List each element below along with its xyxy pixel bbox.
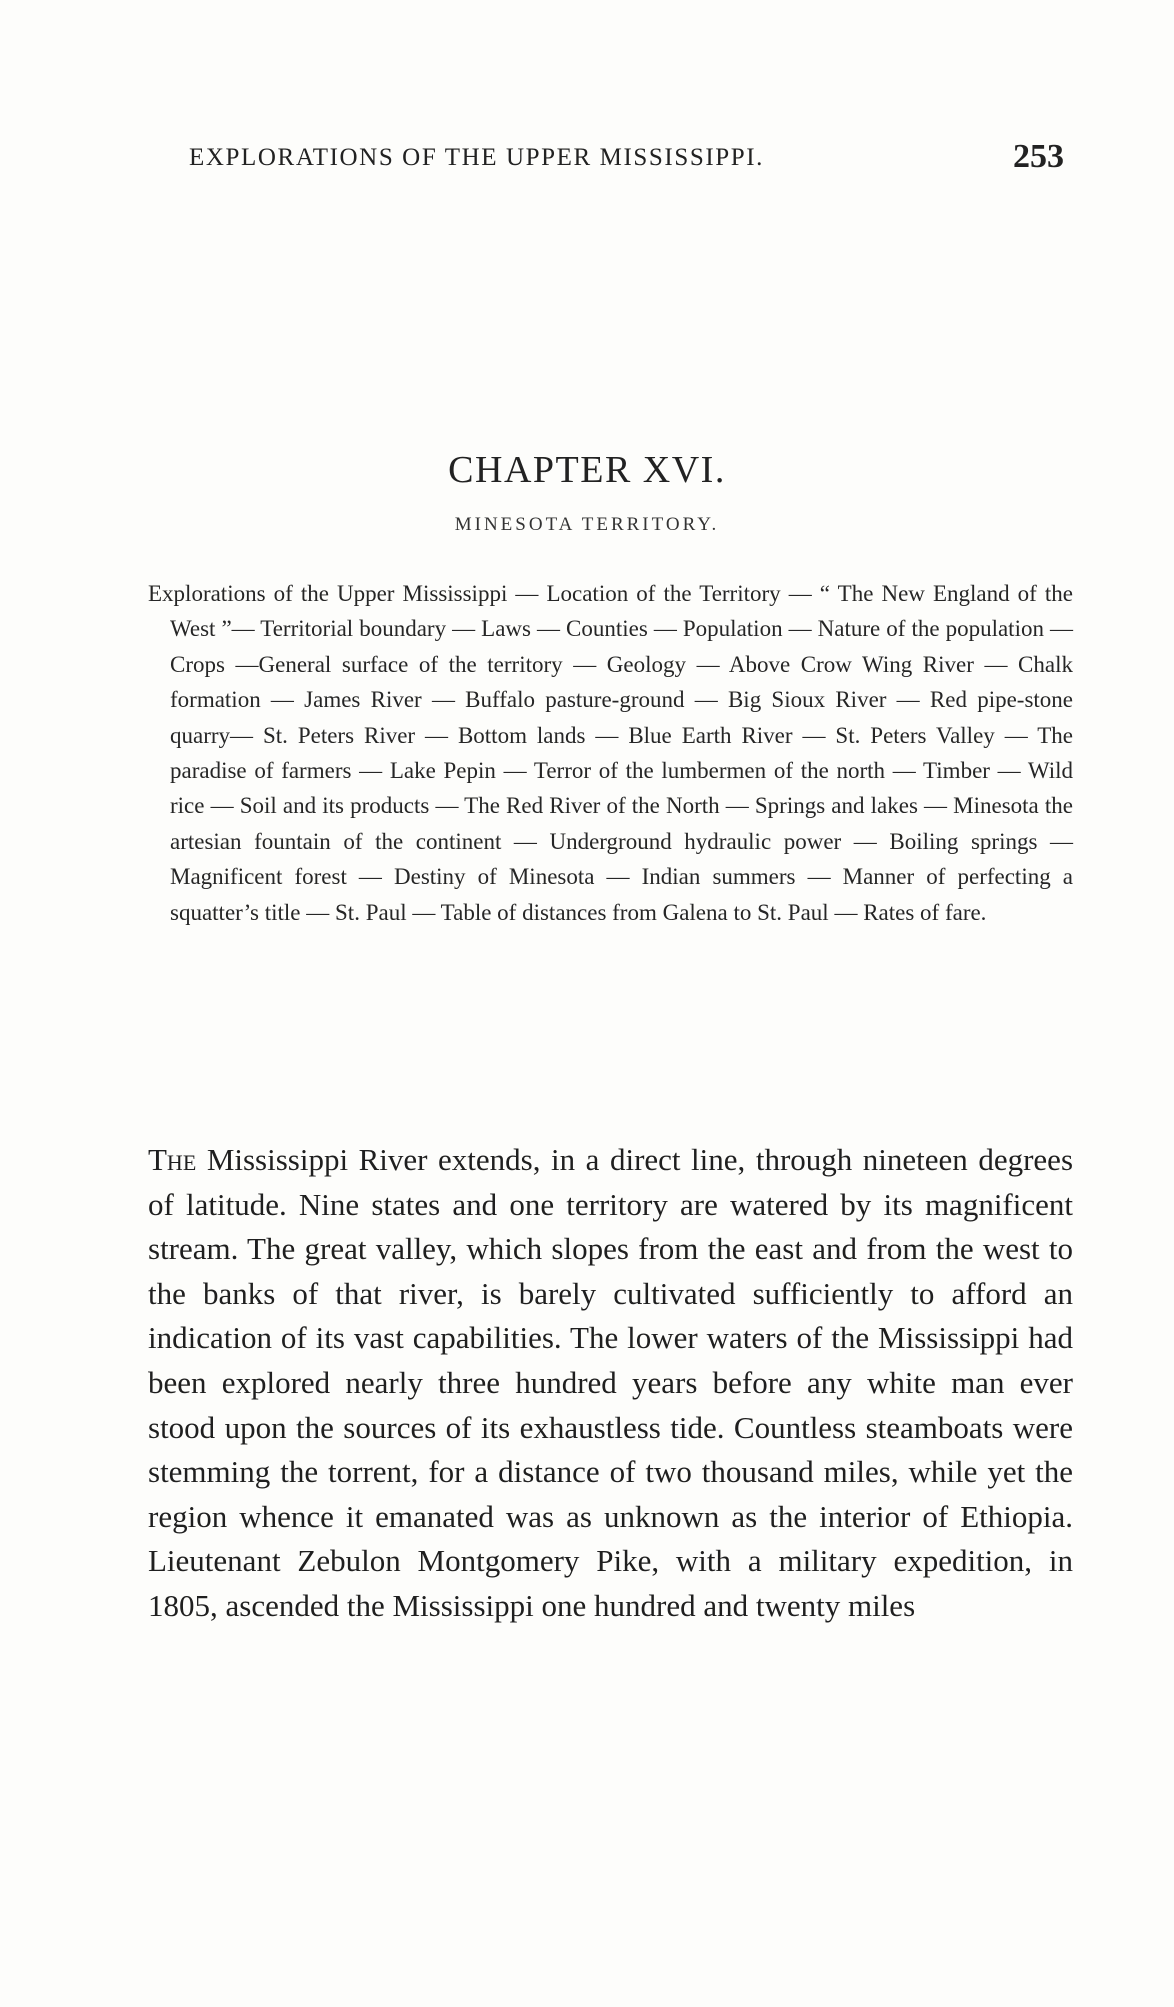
running-head [189, 134, 1069, 184]
chapter-synopsis: Explorations of the Upper Mississippi — Location of the Territory — “ The New England of the West ”— Territorial boundary — Laws — Counties — Population — Nature of the population — Crops —General surface of the territory — Geology — Above Crow Wing River — Chalk formation — James River — Buffalo pasture-ground — Big Sioux River — Red pipe-stone quarry— St. Peters River — Bottom lands — Blue Earth River — St. Peters Valley — The paradise of farmers — Lake Pepin — Terror of the lumbermen of the north — Timber — Wild rice — Soil and its products — The Red River of the North — Springs and lakes — Minesota the artesian fountain of the continent — Underground hydraulic power — Boiling springs — Magnificent forest — Destiny of Minesota — Indian summers — Manner of perfecting a squatter’s title — St. Paul — Table of distances from Galena to St. Paul — Rates of fare. [148, 581, 1073, 925]
body-paragraph [148, 1138, 1073, 1629]
chapter-title: CHAPTER XVI. [448, 449, 726, 491]
page-number: 253 [1013, 138, 1064, 175]
running-title: EXPLORATIONS OF THE UPPER MISSISSIPPI. [189, 144, 765, 171]
paragraph-text: Mississippi River extends, in a direct line, through nineteen degrees of latitude. Nine states and one territory are watered by its magnificent stream. The great valley, which slopes from the east and from the west to the banks of that river, is barely cultivated sufficiently to afford an indication of its vast capabilities. The lower waters of the Mississippi had been explored nearly three hundred years before any white man ever stood upon the sources of its exhaustless tide. Countless steamboats were stemming the torrent, for a distance of two thousand miles, while yet the region whence it emanated was as unknown as the interior of Ethiopia. Lieutenant Zebulon Montgomery Pike, with a military expedition, in 1805, ascended the Mississippi one hundred and twenty miles [148, 1142, 1074, 1623]
lead-word: The [148, 1142, 197, 1177]
chapter-subtitle: MINESOTA TERRITORY. [454, 514, 720, 535]
